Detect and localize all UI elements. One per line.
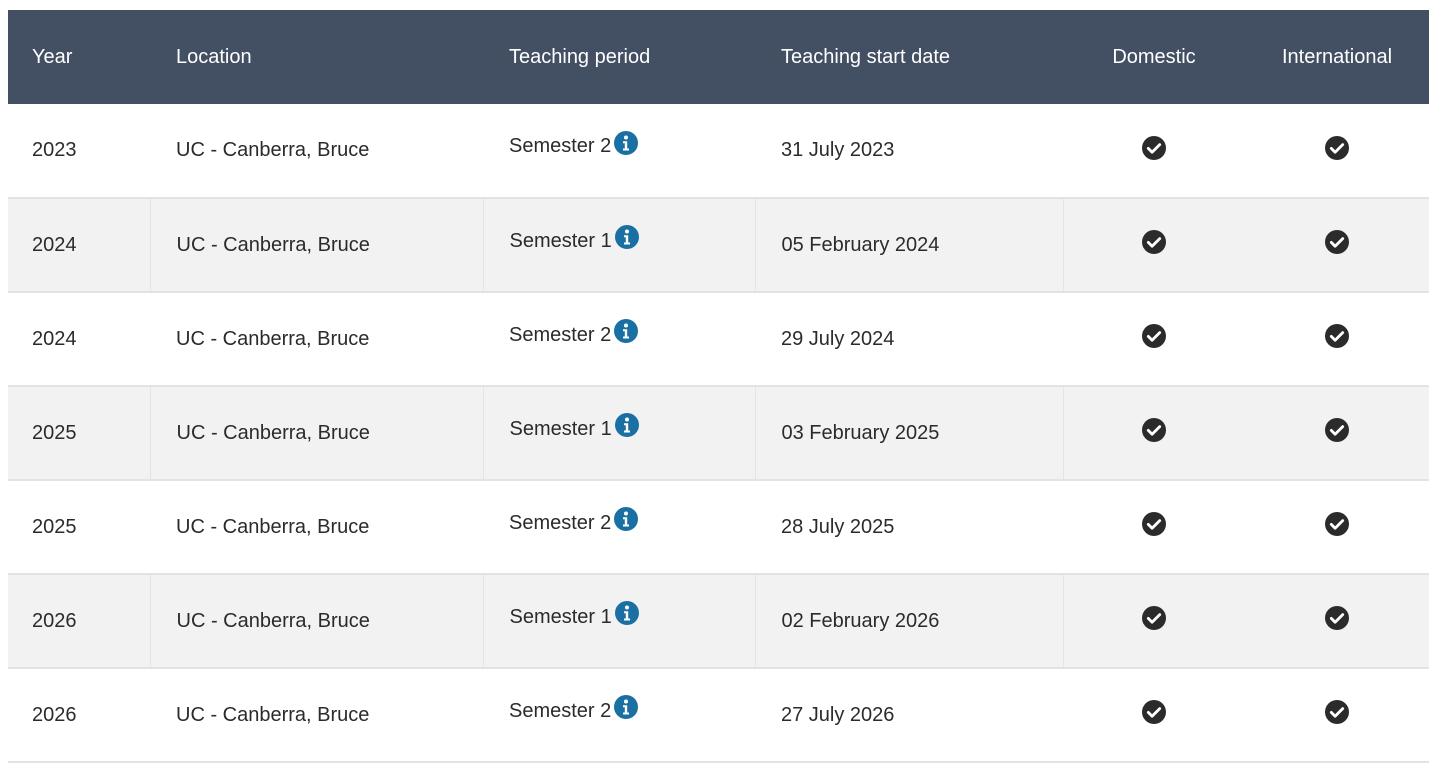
cell-location: UC - Canberra, Bruce <box>150 198 483 292</box>
header-domestic: Domestic <box>1112 45 1196 68</box>
cell-teaching-period <box>483 574 755 668</box>
cell-location: UC - Canberra, Bruce <box>176 327 370 350</box>
cell-teaching-period <box>483 386 755 480</box>
check-circle-icon <box>1325 606 1349 630</box>
cell-domestic <box>1063 480 1245 574</box>
cell-location: UC - Canberra, Bruce <box>176 703 370 726</box>
check-circle-icon <box>1142 700 1166 724</box>
cell-international <box>1245 198 1429 292</box>
cell-year: 2023 <box>32 139 77 161</box>
cell-year: 2025 <box>32 515 77 538</box>
cell-location: UC - Canberra, Bruce <box>176 515 370 538</box>
cell-teaching-period <box>483 480 755 574</box>
table-row <box>8 668 1429 762</box>
check-circle-icon <box>1142 324 1166 348</box>
table-row <box>8 480 1429 574</box>
header-year: Year <box>32 45 73 68</box>
table-row <box>8 198 1429 292</box>
table-row <box>8 386 1429 480</box>
teaching-period-label: Semester 1 <box>509 417 612 440</box>
cell-start-date: 31 July 2023 <box>781 139 895 161</box>
check-circle-icon <box>1325 418 1349 442</box>
cell-start-date: 02 February 2026 <box>755 574 1063 668</box>
cell-location: UC - Canberra, Bruce <box>150 386 483 480</box>
offerings-table-container <box>8 10 1393 731</box>
cell-domestic <box>1063 198 1245 292</box>
cell-year: 2026 <box>8 574 150 668</box>
cell-international <box>1245 104 1429 198</box>
check-circle-icon <box>1325 136 1349 160</box>
check-circle-icon <box>1142 230 1166 254</box>
cell-international <box>1245 574 1429 668</box>
check-circle-icon <box>1325 230 1349 254</box>
check-circle-icon <box>1325 324 1349 348</box>
cell-teaching-period <box>483 198 755 292</box>
cell-domestic <box>1063 386 1245 480</box>
header-row <box>8 10 1429 104</box>
header-location: Location <box>176 45 252 68</box>
teaching-period-group <box>509 323 638 347</box>
check-circle-icon <box>1325 512 1349 536</box>
cell-year: 2024 <box>8 198 150 292</box>
teaching-period-group <box>510 229 639 253</box>
cell-location: UC - Canberra, Bruce <box>176 139 370 161</box>
cell-domestic <box>1063 104 1245 198</box>
table-row <box>8 292 1429 386</box>
cell-year: 2026 <box>32 703 77 726</box>
teaching-period-label: Semester 1 <box>509 605 612 628</box>
check-circle-icon <box>1142 512 1166 536</box>
cell-start-date: 05 February 2024 <box>755 198 1063 292</box>
teaching-period-label: Semester 2 <box>509 323 612 346</box>
teaching-period-group <box>509 699 638 723</box>
info-circle-icon[interactable] <box>614 319 638 343</box>
info-circle-icon[interactable] <box>614 695 638 719</box>
teaching-period-group <box>510 605 639 629</box>
cell-start-date: 27 July 2026 <box>781 703 895 726</box>
teaching-period-group <box>509 135 638 159</box>
cell-year: 2025 <box>8 386 150 480</box>
table-body <box>8 104 1429 762</box>
info-circle-icon[interactable] <box>615 601 639 625</box>
cell-international <box>1245 292 1429 386</box>
header-teaching-period: Teaching period <box>509 45 651 68</box>
header-start-date: Teaching start date <box>781 45 950 68</box>
cell-domestic <box>1063 292 1245 386</box>
teaching-period-label: Semester 2 <box>509 135 612 157</box>
table-header <box>8 10 1429 104</box>
check-circle-icon <box>1142 606 1166 630</box>
cell-international <box>1245 386 1429 480</box>
teaching-period-label: Semester 2 <box>509 511 612 534</box>
teaching-period-label: Semester 1 <box>509 229 612 252</box>
cell-domestic <box>1063 574 1245 668</box>
cell-teaching-period <box>483 292 755 386</box>
check-circle-icon <box>1325 700 1349 724</box>
info-circle-icon[interactable] <box>615 225 639 249</box>
cell-start-date: 28 July 2025 <box>781 515 895 538</box>
teaching-period-group <box>510 417 639 441</box>
table-row <box>8 104 1429 198</box>
cell-year: 2024 <box>32 327 77 350</box>
offerings-table <box>8 10 1429 763</box>
cell-location: UC - Canberra, Bruce <box>150 574 483 668</box>
cell-international <box>1245 668 1429 762</box>
cell-teaching-period <box>483 104 755 198</box>
table-row <box>8 574 1429 668</box>
cell-domestic <box>1063 668 1245 762</box>
check-circle-icon <box>1142 136 1166 160</box>
cell-international <box>1245 480 1429 574</box>
teaching-period-group <box>509 511 638 535</box>
info-circle-icon[interactable] <box>614 131 638 155</box>
info-circle-icon[interactable] <box>615 413 639 437</box>
cell-start-date: 29 July 2024 <box>781 327 895 350</box>
check-circle-icon <box>1142 418 1166 442</box>
info-circle-icon[interactable] <box>614 507 638 531</box>
teaching-period-label: Semester 2 <box>509 699 612 722</box>
cell-start-date: 03 February 2025 <box>755 386 1063 480</box>
cell-teaching-period <box>483 668 755 762</box>
header-international: International <box>1281 45 1393 68</box>
